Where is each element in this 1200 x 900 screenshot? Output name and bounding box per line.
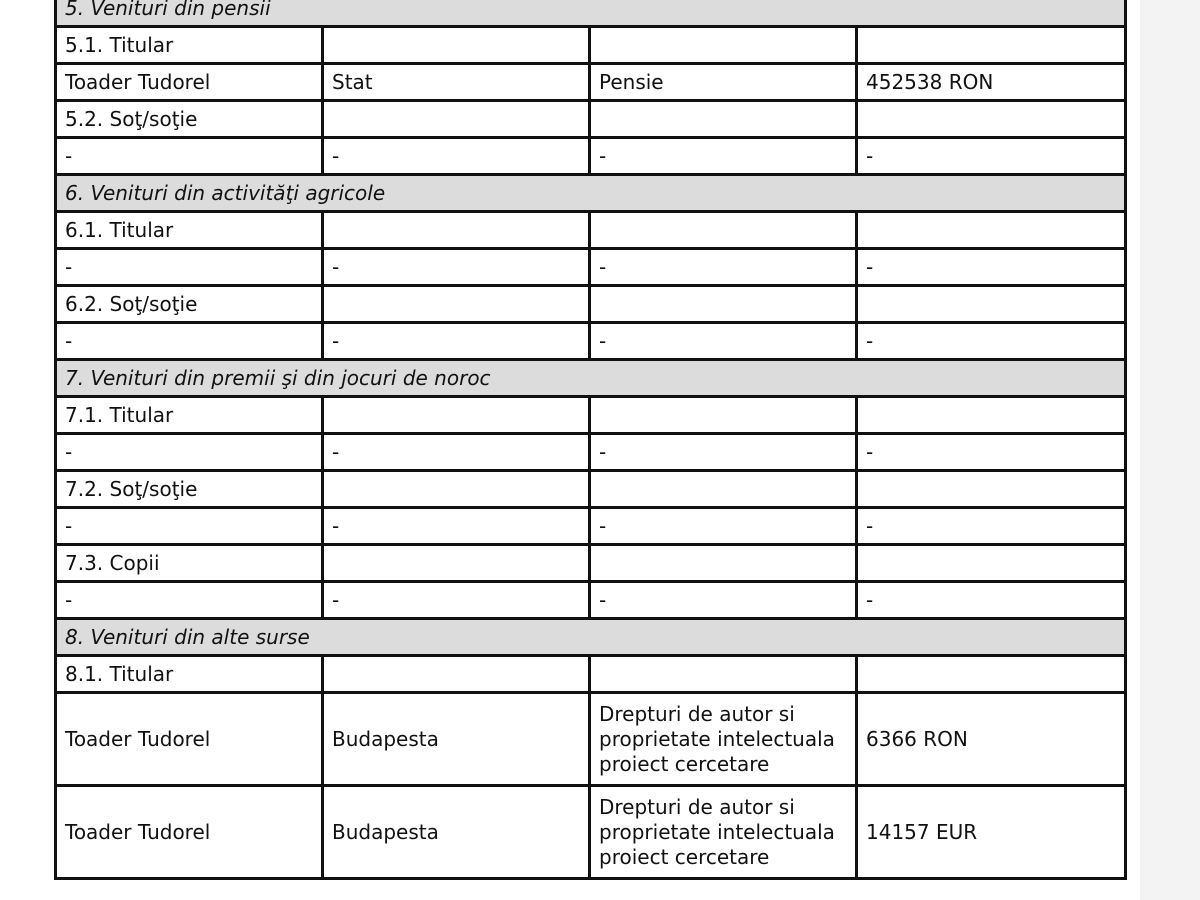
empty-cell <box>857 397 1126 434</box>
service-cell: Drepturi de autor si proprietate intelectuala proiect cercetare <box>590 693 857 786</box>
service-cell: Drepturi de autor si proprietate intelectuala proiect cercetare <box>590 786 857 879</box>
beneficiary-cell: - <box>56 434 323 471</box>
income-amount-cell: - <box>857 138 1126 175</box>
empty-cell <box>857 101 1126 138</box>
income-amount-cell: - <box>857 323 1126 360</box>
section-title: 8. Venituri din alte surse <box>56 619 1126 656</box>
empty-cell <box>590 471 857 508</box>
service-cell: - <box>590 249 857 286</box>
section-header-row <box>56 0 1126 27</box>
group-label-row <box>56 101 1126 138</box>
service-cell: Pensie <box>590 64 857 101</box>
group-label-row <box>56 212 1126 249</box>
empty-cell <box>590 101 857 138</box>
empty-cell <box>590 545 857 582</box>
empty-cell <box>323 101 590 138</box>
table-row <box>56 434 1126 471</box>
page-margin <box>1140 0 1200 900</box>
section-title: 6. Venituri din activităţi agricole <box>56 175 1126 212</box>
source-cell: - <box>323 582 590 619</box>
source-cell: - <box>323 138 590 175</box>
group-label-row <box>56 471 1126 508</box>
source-cell: Stat <box>323 64 590 101</box>
empty-cell <box>857 656 1126 693</box>
service-cell: - <box>590 434 857 471</box>
table-row <box>56 138 1126 175</box>
section-title: 5. Venituri din pensii <box>56 0 1126 27</box>
empty-cell <box>857 286 1126 323</box>
group-label: 8.1. Titular <box>56 656 323 693</box>
empty-cell <box>857 545 1126 582</box>
empty-cell <box>590 27 857 64</box>
group-label: 5.1. Titular <box>56 27 323 64</box>
beneficiary-cell: Toader Tudorel <box>56 786 323 879</box>
empty-cell <box>857 471 1126 508</box>
beneficiary-cell: - <box>56 323 323 360</box>
beneficiary-cell: - <box>56 508 323 545</box>
group-label: 7.3. Copii <box>56 545 323 582</box>
beneficiary-cell: - <box>56 138 323 175</box>
table-row <box>56 508 1126 545</box>
beneficiary-cell: - <box>56 582 323 619</box>
empty-cell <box>323 397 590 434</box>
beneficiary-cell: Toader Tudorel <box>56 64 323 101</box>
table-body <box>56 0 1126 879</box>
empty-cell <box>323 471 590 508</box>
income-declaration-table <box>54 0 1127 880</box>
section-title: 7. Venituri din premii şi din jocuri de noroc <box>56 360 1126 397</box>
source-cell: - <box>323 249 590 286</box>
section-header-row <box>56 360 1126 397</box>
service-cell: - <box>590 138 857 175</box>
table-row <box>56 693 1126 786</box>
source-cell: - <box>323 323 590 360</box>
group-label-row <box>56 545 1126 582</box>
table-row <box>56 786 1126 879</box>
income-amount-cell: 14157 EUR <box>857 786 1126 879</box>
group-label: 6.2. Soţ/soţie <box>56 286 323 323</box>
empty-cell <box>590 212 857 249</box>
service-cell: - <box>590 582 857 619</box>
empty-cell <box>590 656 857 693</box>
group-label-row <box>56 397 1126 434</box>
group-label-row <box>56 656 1126 693</box>
group-label-row <box>56 27 1126 64</box>
beneficiary-cell: Toader Tudorel <box>56 693 323 786</box>
beneficiary-cell: - <box>56 249 323 286</box>
income-amount-cell: - <box>857 249 1126 286</box>
income-amount-cell: 452538 RON <box>857 64 1126 101</box>
service-cell: - <box>590 323 857 360</box>
source-cell: Budapesta <box>323 786 590 879</box>
income-amount-cell: - <box>857 434 1126 471</box>
empty-cell <box>590 397 857 434</box>
empty-cell <box>857 212 1126 249</box>
empty-cell <box>323 545 590 582</box>
service-cell: - <box>590 508 857 545</box>
table-row <box>56 249 1126 286</box>
empty-cell <box>323 286 590 323</box>
income-declaration-table-container <box>54 0 1124 880</box>
income-amount-cell: - <box>857 508 1126 545</box>
empty-cell <box>857 27 1126 64</box>
empty-cell <box>323 212 590 249</box>
source-cell: - <box>323 508 590 545</box>
empty-cell <box>323 27 590 64</box>
source-cell: Budapesta <box>323 693 590 786</box>
empty-cell <box>323 656 590 693</box>
source-cell: - <box>323 434 590 471</box>
group-label-row <box>56 286 1126 323</box>
income-amount-cell: 6366 RON <box>857 693 1126 786</box>
table-row <box>56 64 1126 101</box>
section-header-row <box>56 175 1126 212</box>
group-label: 7.2. Soţ/soţie <box>56 471 323 508</box>
group-label: 5.2. Soţ/soţie <box>56 101 323 138</box>
section-header-row <box>56 619 1126 656</box>
group-label: 7.1. Titular <box>56 397 323 434</box>
empty-cell <box>590 286 857 323</box>
table-row <box>56 582 1126 619</box>
income-amount-cell: - <box>857 582 1126 619</box>
table-row <box>56 323 1126 360</box>
group-label: 6.1. Titular <box>56 212 323 249</box>
